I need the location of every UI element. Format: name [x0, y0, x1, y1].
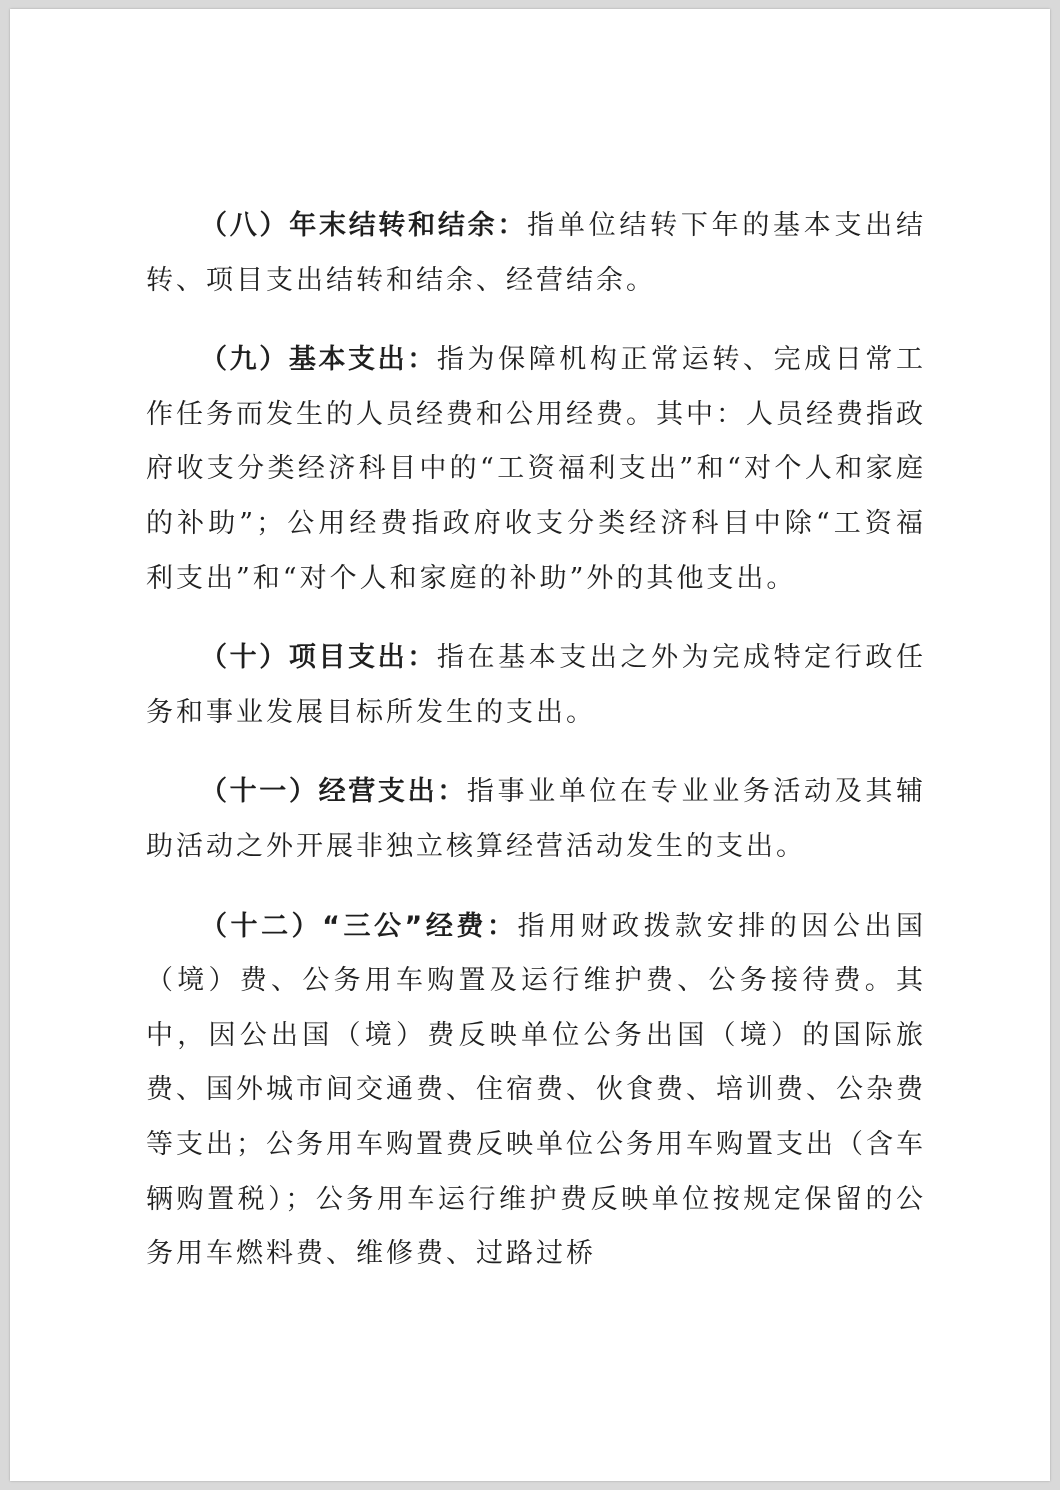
definition-operating-expenditure: 指事业单位在专业业务活动及其辅助活动之外开展非独立核算经营活动发生的支出。 [146, 776, 927, 862]
definition-basic-expenditure: 指为保障机构正常运转、完成日常工作任务而发生的人员经费和公用经费。其中：人员经费指政府收支分类经济科目中的“工资福利支出”和“对个人和家庭的补助”；公用经费指政府收支分类经济科目中除“工资福利支出”和“对个人和家庭的补助”外的其他支出。 [146, 344, 927, 594]
document-body [146, 199, 926, 1307]
term-project-expenditure: （十）项目支出： [200, 642, 437, 674]
paragraph-three-public-expenses [146, 900, 926, 1282]
definition-project-expenditure: 指在基本支出之外为完成特定行政任务和事业发展目标所发生的支出。 [146, 642, 927, 728]
term-operating-expenditure: （十一）经营支出： [200, 776, 467, 808]
paragraph-year-end-carryover [146, 199, 926, 308]
paragraph-project-expenditure [146, 631, 926, 740]
document-page [10, 9, 1050, 1481]
term-three-public-expenses: （十二）“三公”经费： [200, 910, 518, 942]
term-basic-expenditure: （九）基本支出： [200, 344, 437, 376]
paragraph-operating-expenditure [146, 765, 926, 874]
definition-year-end-carryover: 指单位结转下年的基本支出结转、项目支出结转和结余、经营结余。 [146, 210, 927, 296]
paragraph-basic-expenditure [146, 333, 926, 606]
term-year-end-carryover: （八）年末结转和结余： [200, 210, 528, 241]
definition-three-public-expenses: 指用财政拨款安排的因公出国（境）费、公务用车购置及运行维护费、公务接待费。其中，因公出国（境）费反映单位公务出国（境）的国际旅费、国外城市间交通费、住宿费、伙食费、培训费、公杂费等支出；公务用车购置费反映单位公务用车购置支出（含车辆购置税）；公务用车运行维护费反映单位按规定保留的公务用车燃料费、维修费、过路过桥 [146, 910, 926, 1270]
